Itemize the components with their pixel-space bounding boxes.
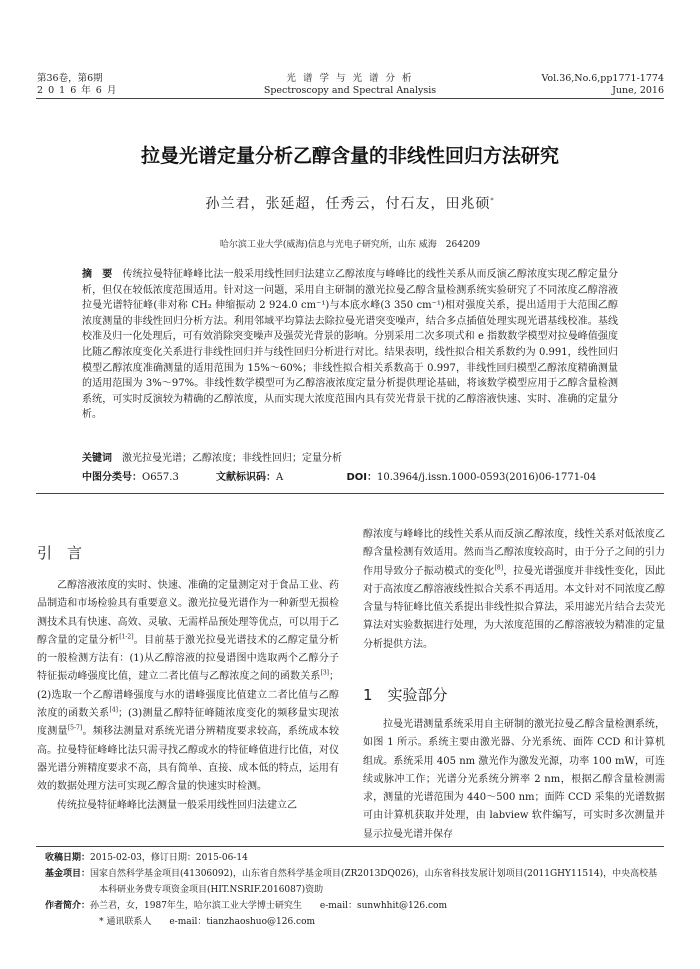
author-bio-value: 孙兰君，女，1987年生，哈尔滨工业大学博士研究生 e-mail：sunwhhit@126.com [90, 901, 447, 911]
right-column-bottom [363, 716, 665, 844]
intro-text-1: 乙醇溶液浓度的实时、快速、准确的定量测定对于食品工业、药品制造和市场检验具有重要意义。激光拉曼光谱作为一种新型无损检测技术具有快速、高效、灵敏、无需样品预处理等优点，可以用于乙醇含量的定量分析 [37, 580, 339, 646]
journal-date-en: June, 2016 [612, 85, 664, 96]
fund-label: 基金项目： [45, 869, 91, 879]
keywords-label: 关键词 [82, 453, 112, 464]
affiliation: 哈尔滨工业大学(威海)信息与光电子研究所，山东 威海 264209 [219, 240, 481, 250]
intro-text-3: ；(2)选取一个乙醇谱峰强度与水的谱峰强度比值建立二者比值与乙醇浓度的函数关系 [37, 671, 339, 720]
received-label: 收稿日期： [45, 853, 91, 863]
keywords [82, 449, 642, 464]
corresponding-mark: * [490, 197, 495, 205]
doi-label: DOI： [346, 472, 377, 483]
footnote-rule [36, 846, 664, 847]
left-column [37, 577, 339, 815]
intro-text-4: ；(3)测量乙醇特征峰随浓度变化的频移量实现浓度测量 [37, 708, 339, 738]
right-column-top [363, 526, 665, 654]
received-value: 2015-02-03，修订日期：2015-06-14 [90, 853, 248, 863]
intro-continued-text-2: ，拉曼光谱强度并非线性变化，因此对于高浓度乙醇溶液线性拟合关系不再适用。本文针对不同浓度乙醇含量与特征峰比值关系提出非线性拟合算法，采用滤光片结合去荧光算法对实验数据进行处理，为大浓度范围的乙醇溶液较为精准的定量分析提供方法。 [363, 565, 666, 650]
intro-text-2: 。目前基于激光拉曼光谱技术的乙醇定量分析的一般检测方法有：(1)从乙醇溶液的拉曼谱图中选取两个乙醇分子特征振动峰强度比值，建立二者比值与乙醇浓度之间的函数关系 [37, 634, 339, 683]
author-bio-label: 作者简介： [45, 901, 91, 911]
received-date [45, 850, 665, 866]
authors: 孙兰君，张延超，任秀云，付石友，田兆硕 [205, 196, 491, 212]
cls-label: 中图分类号： [82, 472, 142, 483]
citation: [5-7] [67, 725, 83, 733]
abstract [82, 267, 618, 423]
intro-paragraph-2: 传统拉曼特征峰峰比法测量一般采用线性回归法建立乙 [57, 799, 297, 811]
classification-line [82, 468, 642, 483]
section-experimental-heading: 1 实验部分 [363, 686, 448, 704]
intro-continued [363, 526, 665, 654]
intro-heading: 引 言 [37, 544, 83, 562]
citation: [1-2] [119, 633, 134, 641]
author-list [0, 193, 700, 213]
journal-date: 2 0 1 6 年 6 月 [37, 85, 118, 96]
abstract-text: 传统拉曼特征峰峰比法一般采用线性回归法建立乙醇浓度与峰峰比的线性关系从而反演乙醇浓度实现乙醇定量分析，但仅在较低浓度范围适用。针对这一问题，采用自主研制的激光拉曼乙醇含量检测系统实验研究了不同浓度乙醇溶液拉曼光谱特征峰(非对称 CH₂ 伸缩振动 2 924.0 cm⁻¹)与本底水峰(3 350 cm⁻¹)相对强度关系，提出适用于大范围乙醇浓度测量的非线性回归分析方法。利用邻域平均算法去除拉曼光谱突变噪声，结合多点插值处理实现光谱基线校准。基线校准及归一化处理后，可有效消除突变噪声及强荧光背景的影响。分别采用二次多项式和 e 指数数学模型对拉曼峰值强度比随乙醇浓度变化关系进行非线性回归并与线性回归分析进行对比。结果表明，线性拟合相关系数约为 0.991，线性回归模型乙醇浓度准确测量的适用范围为 15%～60%；非线性拟合相关系数高于 0.997，非线性回归模型乙醇浓度精确测量的适用范围为 3%～97%。非线性数学模型可为乙醇溶液浓度定量分析提供理论基础，将该数学模型应用于乙醇含量检测系统，可实时反演较为精确的乙醇浓度，从而实现大浓度范围内具有荧光背景干扰的乙醇溶液快速、实时、准确的定量分析。 [82, 269, 619, 421]
journal-name-en: Spectroscopy and Spectral Analysis [263, 85, 437, 96]
citation: [8] [494, 564, 504, 572]
header-rule [36, 98, 664, 99]
cls-value: O657.3 [142, 472, 179, 483]
intro-text-5: 。频移法测量对系统光谱分辨精度要求较高，系统成本较高。拉曼特征峰峰比法只需寻找乙醇或水的特征峰值进行比值，对仪器光谱分辨精度要求不高，具有简单、直接、成本低的特点，运用有效的数据处理方法可实现乙醇含量的快速实时检测。 [37, 726, 340, 793]
journal-name-cn: 光 谱 学 与 光 谱 分 析 [286, 73, 414, 84]
doc-code-value: A [276, 472, 284, 483]
fund-info [45, 866, 665, 898]
author-bio [45, 898, 665, 914]
doi-value: 10.3964/j.issn.1000-0593(2016)06-1771-04 [376, 472, 597, 483]
abstract-rule [36, 493, 664, 494]
footnotes [45, 850, 665, 930]
citation: [4] [109, 706, 119, 714]
experimental-paragraph: 拉曼光谱测量系统采用自主研制的激光拉曼乙醇含量检测系统，如图 1 所示。系统主要由激光器、分光系统、面阵 CCD 和计算机组成。系统采用 405 nm 激光作为激发光源，功率 100 mW，可连续或脉冲工作；光谱分光系统分辨率 2 nm，根据乙醇含量检测需求，测量的光谱范围为 440～500 nm；面阵 CCD 采集的光谱数据可由计算机获取并处理，由 labview 软件编写，可实时多次测量并显示拉曼光谱并保存 [363, 719, 665, 840]
paper-title: 拉曼光谱定量分析乙醇含量的非线性回归方法研究 [140, 145, 559, 167]
doc-code-label: 文献标识码： [216, 472, 277, 483]
intro-continued-text-1: 醇浓度与峰峰比的线性关系从而反演乙醇浓度，线性关系对低浓度乙醇含量检测有效适用。然而当乙醇浓度较高时，由于分子之间的引力作用导致分子振动模式的变化 [363, 529, 665, 577]
keywords-text: 激光拉曼光谱；乙醇浓度；非线性回归；定量分析 [122, 453, 342, 464]
journal-volume: 第36卷，第6期 [37, 73, 103, 84]
journal-pages [541, 73, 664, 97]
abstract-label: 摘 要 [82, 269, 113, 280]
contact-author: * 通讯联系人 e-mail：tianzhaoshuo@126.com [99, 917, 316, 927]
intro-paragraph-1 [37, 577, 339, 797]
citation: [3] [320, 670, 329, 678]
fund-value: 国家自然科学基金项目(41306092)，山东省自然科学基金项目(ZR2013DQ026)，山东省科技发展计划项目(2011GHY11514)，中央高校基本科研业务费专项资金项目(HIT.NSRIF.2016087)资助 [90, 869, 658, 895]
journal-volume-en: Vol.36,No.6,pp1771-1774 [541, 73, 664, 84]
